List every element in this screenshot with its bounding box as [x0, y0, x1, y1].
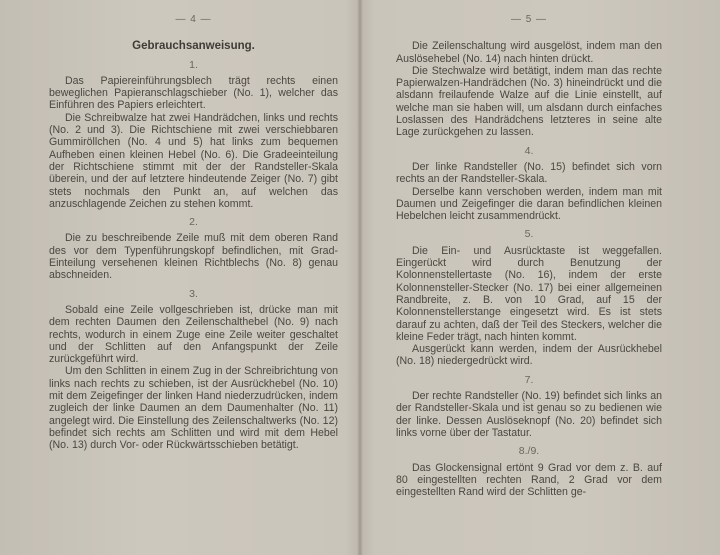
paragraph: Derselbe kann verschoben werden, indem man mit Daumen und Zeigefinger die daran befindlichen kleinen Hebelchen leicht zusammendrückt.	[396, 185, 662, 223]
paragraph: Das Papiereinführungsblech trägt rechts einen beweglichen Papieranschlagschieber (No. 1), welcher das Einführen des Papiers erleichtert.	[49, 74, 338, 112]
section-number: 2.	[189, 216, 198, 229]
document-title: Gebrauchsanweisung.	[132, 40, 255, 53]
page-number-left: — 4 —	[175, 14, 212, 25]
section-number: 3.	[189, 287, 198, 300]
section-number: 1.	[189, 58, 198, 71]
right-page	[362, 0, 720, 555]
paragraph: Ausgerückt kann werden, indem der Ausrückhebel (No. 18) niedergedrückt wird.	[396, 343, 662, 368]
section-number: 8./9.	[518, 445, 540, 458]
paragraph: Der rechte Randsteller (No. 19) befindet sich links an der Randsteller-Skala und ist genau so zu bedienen wie der linke. Dessen Auslöseknopf (No. 20) befindet sich links vorne über der Tastatur.	[396, 390, 662, 439]
paragraph: Das Glockensignal ertönt 9 Grad vor dem z. B. auf 80 eingestellten rechten Rand, 2 Grad vor dem eingestellten Rand wird der Schlitten ge-	[396, 461, 662, 499]
paragraph: Um den Schlitten in einem Zug in der Schreibrichtung von links nach rechts zu schieben, ist der Ausrückhebel (No. 10) mit dem Zeigefinger der linken Hand niederzudrücken, indem zugleich der linke Daumen an dem Daumenhalter (No. 11) angelegt wird. Die Einstellung des Zeilenschaltwerks (No. 12) befindet sich rechts am Schlitten und wird mit dem Hebel (No. 13) durch Vor- oder Rückwärtsschieben betätigt.	[49, 365, 338, 452]
paragraph: Die Stechwalze wird betätigt, indem man das rechte Papierwalzen-Handrädchen (No. 3) hineindrückt und die alsdann freilaufende Walze auf die Linie einstellt, auf welche man sie haben will, um alsdann durch einfaches Loslassen des Handrädchens letzteres in seine alte Lage zurückgehen zu lassen.	[396, 64, 662, 139]
paragraph: Sobald eine Zeile vollgeschrieben ist, drücke man mit dem rechten Daumen den Zeilenschalthebel (No. 9) nach rechts, wodurch in einem Zuge eine Zeile weiter geschaltet und der Schlitten auf den Anfangspunkt der Zeile zurückgeführt wird.	[49, 303, 338, 366]
paragraph: Die Schreibwalze hat zwei Handrädchen, links und rechts (No. 2 und 3). Die Richtschiene mit zwei verschiebbaren Gummiröllchen (No. 4 und 5) hat links zum bequemen Aufheben einen kleinen Hebel (No. 6). Die Gradeeinteilung der Richtschiene stimmt mit der der Randsteller-Skala überein, und der auf letztere hindeutende Zeiger (No. 7) gibt stets nochmals den Punkt an, auf welchen das anzuschlagende Zeichen zu stehen kommt.	[49, 111, 338, 210]
paragraph: Die Zeilenschaltung wird ausgelöst, indem man den Auslösehebel (No. 14) nach hinten drückt.	[396, 40, 662, 65]
paragraph: Der linke Randsteller (No. 15) befindet sich vorn rechts an der Randsteller-Skala.	[396, 160, 662, 186]
section-number: 7.	[524, 373, 534, 386]
section-number: 5.	[524, 228, 534, 241]
page-number-right: — 5 —	[510, 14, 548, 25]
section-number: 4.	[524, 144, 534, 157]
paragraph: Die Ein- und Ausrücktaste ist weggefallen. Eingerückt wird durch Benutzung der Kolonnenstellertaste (No. 16), indem der erste Kolonnensteller-Stecker (No. 17) bei einer allgemeinen Randbreite, z. B. von 10 Grad, auf 15 der Kolonnenstellerstange eingesetzt wird. Es ist stets darauf zu achten, daß der Teil des Steckers, welcher die kleine Feder trägt, nach hinten kommt.	[396, 244, 662, 343]
paragraph: Die zu beschreibende Zeile muß mit dem oberen Rand des vor dem Typenführungskopf befindlichen, mit Grad-Einteilung versehenen kleinen Richtblechs (No. 8) genau abschneiden.	[49, 232, 338, 282]
